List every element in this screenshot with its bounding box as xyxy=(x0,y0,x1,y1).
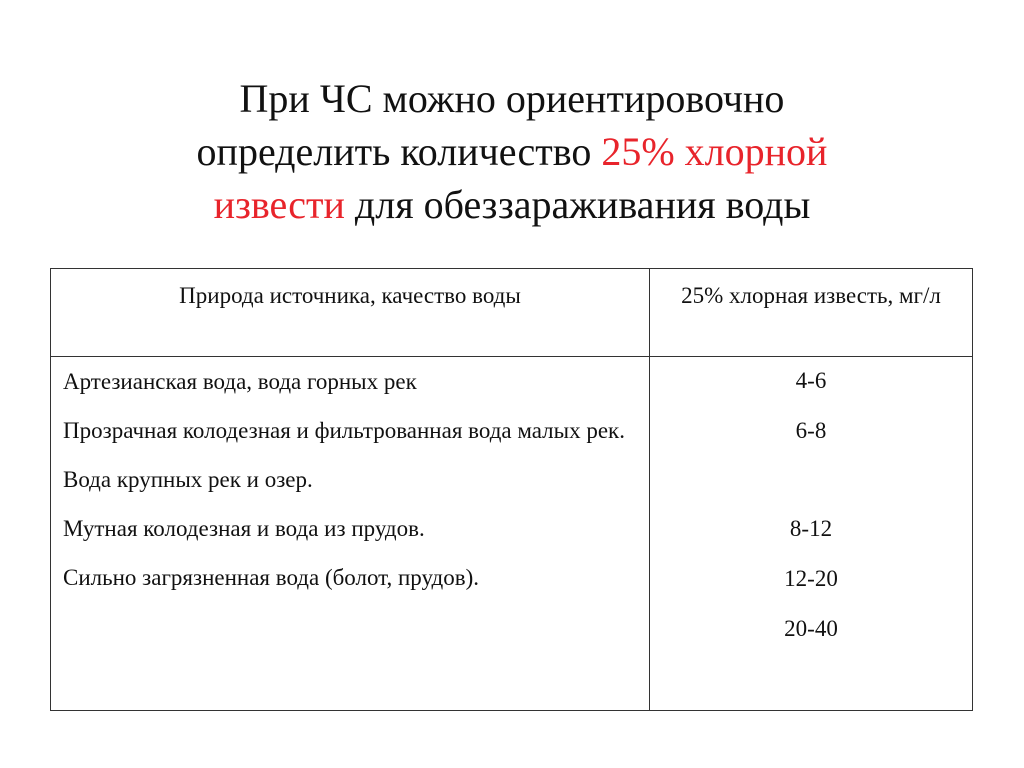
table-body-row xyxy=(51,357,973,711)
title-line-3-text: для обеззараживания воды xyxy=(344,182,811,227)
header-dose-cell xyxy=(650,269,973,357)
title-line-1: При ЧС можно ориентировочно xyxy=(239,76,785,121)
title-line-2-text: определить количество xyxy=(196,129,602,174)
dose-value-heavily-polluted: 20-40 xyxy=(784,616,838,641)
table-header-row xyxy=(51,269,973,357)
source-list xyxy=(63,369,639,590)
dose-value-large-rivers: 8-12 xyxy=(789,516,833,541)
title-line-2 xyxy=(0,125,1024,178)
header-source-label: Природа источника, качество воды xyxy=(179,283,521,308)
dose-list xyxy=(650,357,972,707)
slide-title xyxy=(0,72,1024,231)
source-item-clear-well: Прозрачная колодезная и фильтрованная вода малых рек. xyxy=(63,418,625,443)
chlorine-dose-table xyxy=(50,268,973,711)
source-item-turbid-well: Мутная колодезная и вода из прудов. xyxy=(63,516,425,541)
source-item-large-rivers: Вода крупных рек и озер. xyxy=(63,467,313,492)
source-item-artesian: Артезианская вода, вода горных рек xyxy=(63,369,417,394)
dose-value-artesian: 4-6 xyxy=(795,368,827,393)
source-item-heavily-polluted: Сильно загрязненная вода (болот, прудов). xyxy=(63,565,480,590)
title-accent-chlorine: 25% хлорной xyxy=(601,129,828,174)
dose-value-clear-well: 6-8 xyxy=(795,418,827,443)
dose-value-turbid-well: 12-20 xyxy=(784,566,838,591)
title-accent-lime: извести xyxy=(213,182,345,227)
source-cell xyxy=(51,357,650,711)
header-dose-label: 25% хлорная известь, мг/л xyxy=(681,283,941,308)
dose-cell xyxy=(650,357,973,711)
title-line-3 xyxy=(0,178,1024,231)
header-source-cell xyxy=(51,269,650,357)
